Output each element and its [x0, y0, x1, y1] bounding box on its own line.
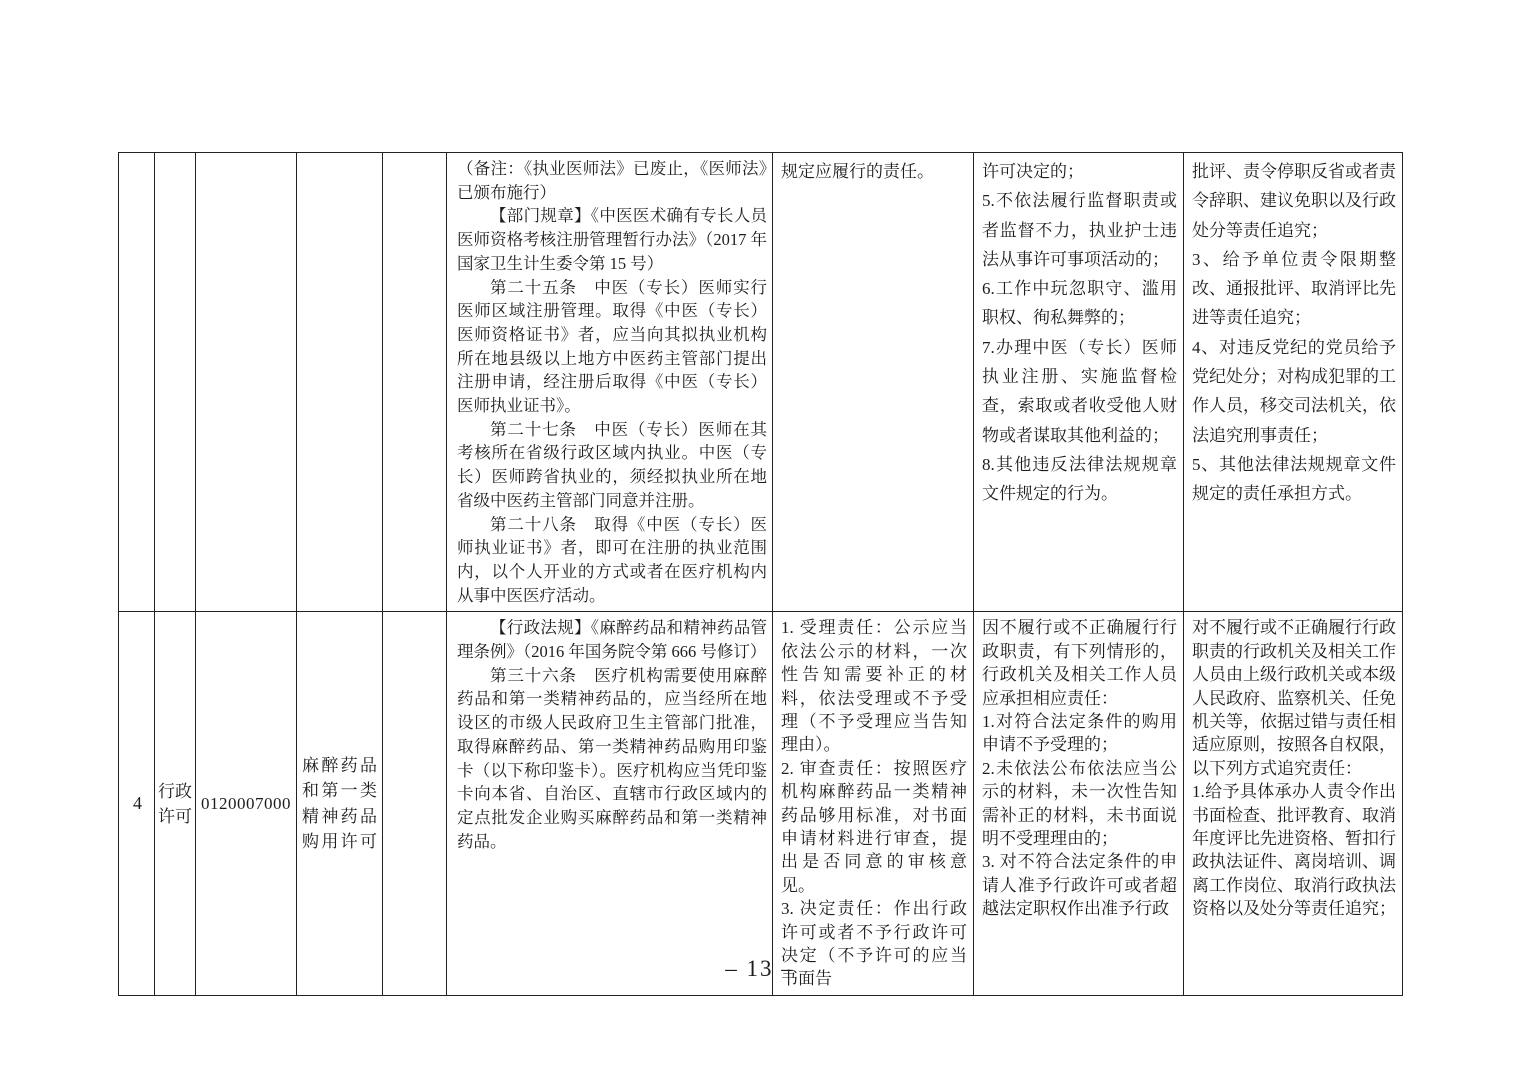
cell-category	[155, 153, 196, 612]
liability-situation-paragraph: 8.其他违反法律法规规章文件规定的行为。	[982, 454, 1177, 504]
legal-basis-paragraph: 【行政法规】《麻醉药品和精神药品管理条例》（2016 年国务院令第 666 号修订）	[457, 618, 767, 662]
duty-paragraph: 2. 审查责任：按照医疗机构麻醉药品一类精神药品够用标准，对书面申请材料进行审查，提出是否同意的审核意见。	[781, 758, 967, 895]
legal-basis-paragraph: 第二十五条 中医（专长）医师实行医师区域注册管理。取得《中医（专长）医师资格证书》者，应当向其拟执业机构所在地县级以上地方中医药主管部门提出注册申请，经注册后取得《中医（专长）医师执业证书》。	[457, 277, 767, 416]
cell-liability-situations	[974, 612, 1184, 996]
duty-paragraph: 3. 决定责任：作出行政许可或者不予行政许可决定（不予许可的应当书面告	[781, 899, 967, 989]
cell-liability-situations	[974, 153, 1184, 612]
cell-code: 0120007000	[196, 612, 297, 996]
duty-paragraph: 规定应履行的责任。	[781, 162, 934, 181]
duty-paragraph: 1. 受理责任：公示应当依法公示的材料，一次性告知需要补正的材料，依法受理或不予受理（不予受理应当告知理由）。	[781, 618, 967, 755]
legal-basis-paragraph: 【部门规章】《中医医术确有专长人员医师资格考核注册管理暂行办法》（2017 年国家卫生计生委令第 15 号）	[457, 206, 767, 273]
cell-reserved	[383, 612, 447, 996]
liability-situation-paragraph: 因不履行或不正确履行行政职责，有下列情形的，行政机关及相关工作人员应承担相应责任：	[982, 618, 1177, 708]
page-number: – 13 –	[725, 956, 795, 981]
liability-method-paragraph: 4、对违反党纪的党员给予党纪处分；对构成犯罪的工作人员，移交司法机关，依法追究刑事责任；	[1192, 337, 1396, 445]
cell-duty-items	[773, 153, 974, 612]
legal-basis-paragraph: 第二十七条 中医（专长）医师在其考核所在省级行政区域内执业。中医（专长）医师跨省执业的，须经拟执业所在地省级中医药主管部门同意并注册。	[457, 419, 767, 510]
liability-situation-paragraph: 2.未依法公布依法应当公示的材料，未一次性告知需补正的材料，未书面说明不受理理由的；	[982, 758, 1177, 849]
cell-seq	[119, 153, 155, 612]
cell-category: 行政许可	[155, 612, 196, 996]
cell-liability-methods	[1184, 153, 1403, 612]
liability-situation-paragraph: 1.对符合法定条件的购用申请不予受理的；	[982, 711, 1177, 755]
table-row	[119, 612, 1403, 996]
administrative-license-table	[118, 152, 1403, 996]
cell-code	[196, 153, 297, 612]
liability-method-paragraph: 对不履行或不正确履行行政职责的行政机关及相关工作人员由上级行政机关或本级人民政府、监察机关、任免机关等，依据过错与责任相适应原则，按照各自权限，以下列方式追究责任：	[1192, 618, 1396, 778]
cell-item-name: 麻醉药品和第一类精神药品购用许可	[297, 612, 383, 996]
liability-situation-paragraph: 5.不依法履行监督职责或者监督不力，执业护士违法从事许可事项活动的；	[982, 191, 1177, 269]
cell-reserved	[383, 153, 447, 612]
liability-method-paragraph: 5、其他法律法规规章文件规定的责任承担方式。	[1192, 454, 1396, 504]
liability-situation-paragraph: 7.办理中医（专长）医师执业注册、实施监督检查，索取或者收受他人财物或者谋取其他利益的；	[982, 337, 1177, 445]
cell-duty-items	[773, 612, 974, 996]
cell-seq: 4	[119, 612, 155, 996]
liability-method-paragraph: 1.给予具体承办人责令作出书面检查、批评教育、取消年度评比先进资格、暂扣行政执法证件、离岗培训、调离工作岗位、取消行政执法资格以及处分等责任追究；	[1192, 782, 1396, 919]
cell-liability-methods	[1184, 612, 1403, 996]
cell-item-name	[297, 153, 383, 612]
legal-basis-paragraph: （备注：《执业医师法》已废止，《医师法》已颁布施行）	[457, 159, 767, 202]
liability-method-paragraph: 批评、责令停职反省或者责令辞职、建议免职以及行政处分等责任追究；	[1192, 162, 1396, 240]
table-row	[119, 153, 1403, 612]
liability-situation-paragraph: 3. 对不符合法定条件的申请人准予行政许可或者超越法定职权作出准予行政	[982, 852, 1177, 919]
legal-basis-paragraph: 第二十八条 取得《中医（专长）医师执业证书》者，即可在注册的执业范围内，以个人开业的方式或者在医疗机构内从事中医医疗活动。	[457, 514, 767, 605]
liability-method-paragraph: 3、给予单位责令限期整改、通报批评、取消评比先进等责任追究；	[1192, 249, 1396, 328]
liability-situation-paragraph: 6.工作中玩忽职守、滥用职权、徇私舞弊的；	[982, 279, 1177, 328]
legal-basis-paragraph: 第三十六条 医疗机构需要使用麻醉药品和第一类精神药品的，应当经所在地设区的市级人民政府卫生主管部门批准，取得麻醉药品、第一类精神药品购用印鉴卡（以下称印鉴卡）。医疗机构应当凭印鉴卡向本省、自治区、直辖市行政区域内的定点批发企业购买麻醉药品和第一类精神药品。	[457, 665, 767, 851]
liability-situation-paragraph: 许可决定的；	[982, 162, 1084, 181]
cell-legal-basis	[447, 153, 773, 612]
cell-legal-basis	[447, 612, 773, 996]
